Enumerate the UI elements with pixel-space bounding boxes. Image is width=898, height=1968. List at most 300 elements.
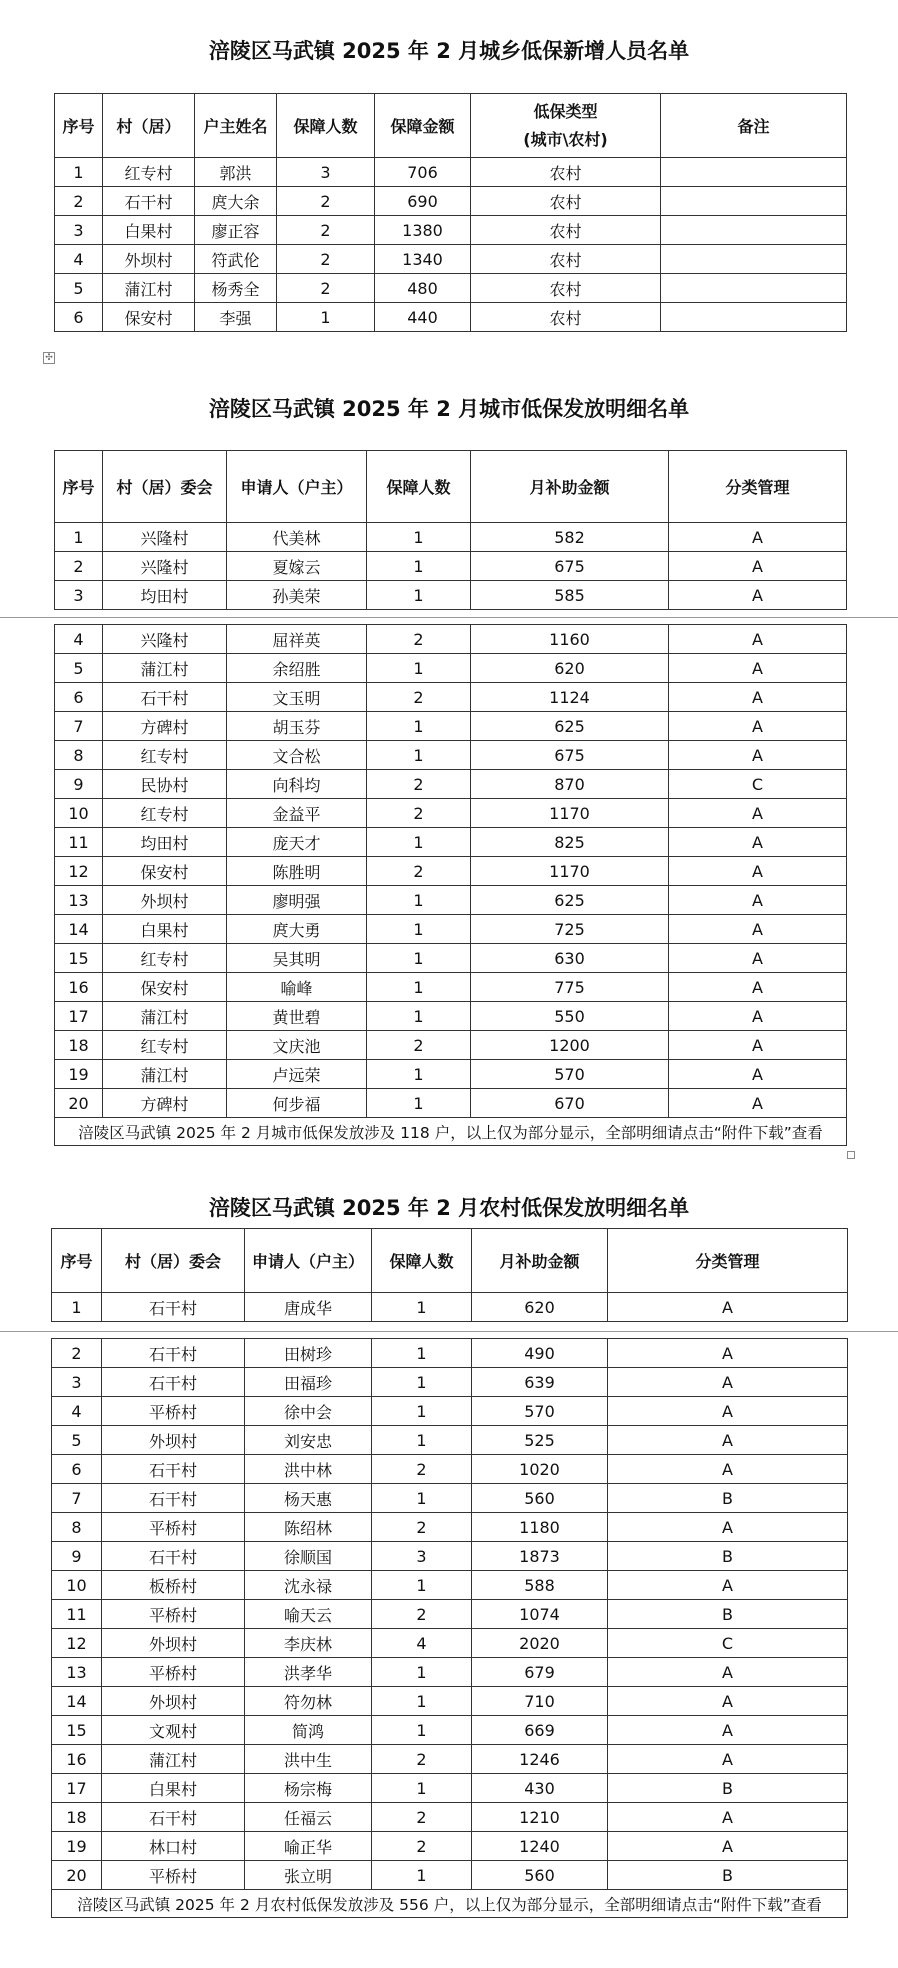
table-cell: 喻峰 bbox=[227, 973, 367, 1002]
table-cell: A bbox=[608, 1571, 848, 1600]
table-cell: 文玉明 bbox=[227, 683, 367, 712]
table-cell: 550 bbox=[471, 1002, 669, 1031]
table-cell: 1170 bbox=[471, 857, 669, 886]
table-cell: 林口村 bbox=[102, 1832, 245, 1861]
table-cell: 石干村 bbox=[103, 683, 227, 712]
table-cell: 2 bbox=[277, 274, 375, 303]
table-cell: 兴隆村 bbox=[103, 552, 227, 581]
table-cell: 张立明 bbox=[245, 1861, 372, 1890]
table-cell: A bbox=[608, 1426, 848, 1455]
table-row bbox=[52, 1774, 848, 1803]
table-cell: A bbox=[669, 915, 847, 944]
table-cell: 田福珍 bbox=[245, 1368, 372, 1397]
rural-table-part2 bbox=[51, 1338, 848, 1918]
table-cell: 4 bbox=[55, 625, 103, 654]
table-cell: 13 bbox=[52, 1658, 102, 1687]
urban-list-title: 涪陵区马武镇 2025 年 2 月城市低保发放明细名单 bbox=[208, 397, 690, 421]
table-cell: 2 bbox=[372, 1745, 472, 1774]
table-cell: 蒲江村 bbox=[103, 274, 195, 303]
table-cell: 10 bbox=[55, 799, 103, 828]
col-header-committee: 村（居）委会 bbox=[102, 1229, 245, 1293]
col-header-persons: 保障人数 bbox=[277, 94, 375, 158]
table-row bbox=[52, 1600, 848, 1629]
table-cell: 金益平 bbox=[227, 799, 367, 828]
table-row bbox=[52, 1745, 848, 1774]
table-cell: 775 bbox=[471, 973, 669, 1002]
table-cell: 625 bbox=[471, 886, 669, 915]
table-cell: A bbox=[608, 1513, 848, 1542]
table-cell: 红专村 bbox=[103, 944, 227, 973]
table-row bbox=[52, 1368, 848, 1397]
table-cell: 620 bbox=[471, 654, 669, 683]
table-cell: A bbox=[608, 1716, 848, 1745]
table-cell bbox=[661, 303, 847, 332]
table-row bbox=[52, 1484, 848, 1513]
table-cell: 外坝村 bbox=[102, 1687, 245, 1716]
table-cell: A bbox=[669, 799, 847, 828]
table-cell: 郭洪 bbox=[195, 158, 277, 187]
table-row bbox=[55, 654, 847, 683]
new-members-table bbox=[54, 93, 847, 332]
table-cell: 文观村 bbox=[102, 1716, 245, 1745]
table-cell: 585 bbox=[471, 581, 669, 610]
table-cell: 孙美荣 bbox=[227, 581, 367, 610]
table-cell: 1 bbox=[55, 523, 103, 552]
table-cell: 任福云 bbox=[245, 1803, 372, 1832]
table-cell: A bbox=[669, 857, 847, 886]
table-cell: 1246 bbox=[472, 1745, 608, 1774]
col-header-amount: 保障金额 bbox=[375, 94, 471, 158]
table-cell: 2 bbox=[372, 1803, 472, 1832]
table-cell: A bbox=[608, 1397, 848, 1426]
table-cell: 农村 bbox=[471, 245, 661, 274]
table-cell: 外坝村 bbox=[103, 245, 195, 274]
col-header-persons: 保障人数 bbox=[372, 1229, 472, 1293]
table-cell: 1124 bbox=[471, 683, 669, 712]
table-cell: 1 bbox=[367, 973, 471, 1002]
table-row bbox=[52, 1455, 848, 1484]
col-header-applicant: 申请人（户主） bbox=[245, 1229, 372, 1293]
table-cell: 1 bbox=[367, 654, 471, 683]
table-cell: B bbox=[608, 1861, 848, 1890]
table-cell: 525 bbox=[472, 1426, 608, 1455]
urban-summary-note: 涪陵区马武镇 2025 年 2 月城市低保发放涉及 118 户，以上仅为部分显示，全部明细请点击“附件下载”查看 bbox=[55, 1118, 847, 1146]
table-cell: 639 bbox=[472, 1368, 608, 1397]
table-row bbox=[55, 552, 847, 581]
col-header-monthly-amount: 月补助金额 bbox=[472, 1229, 608, 1293]
table-cell: 9 bbox=[52, 1542, 102, 1571]
table-cell: 外坝村 bbox=[103, 886, 227, 915]
table-cell: 2 bbox=[55, 187, 103, 216]
table-row bbox=[55, 973, 847, 1002]
table-cell: 825 bbox=[471, 828, 669, 857]
table-row bbox=[52, 1687, 848, 1716]
summary-row bbox=[55, 1118, 847, 1146]
table-cell: 440 bbox=[375, 303, 471, 332]
table-cell: 白果村 bbox=[102, 1774, 245, 1803]
table-row bbox=[55, 274, 847, 303]
table-cell: A bbox=[608, 1803, 848, 1832]
table-cell: 沈永禄 bbox=[245, 1571, 372, 1600]
table-cell: 14 bbox=[52, 1687, 102, 1716]
table-row bbox=[55, 799, 847, 828]
table-cell: 农村 bbox=[471, 274, 661, 303]
table-cell: 平桥村 bbox=[102, 1600, 245, 1629]
table-row bbox=[52, 1426, 848, 1455]
table-cell: 15 bbox=[52, 1716, 102, 1745]
move-handle-icon[interactable]: ✣ bbox=[43, 352, 55, 364]
table-row bbox=[55, 625, 847, 654]
table-cell: A bbox=[669, 973, 847, 1002]
table-cell: 1873 bbox=[472, 1542, 608, 1571]
table-cell: 2 bbox=[372, 1832, 472, 1861]
table-cell: 石干村 bbox=[102, 1455, 245, 1484]
table-cell: 2 bbox=[367, 1031, 471, 1060]
table-row bbox=[55, 187, 847, 216]
table-cell: 红专村 bbox=[103, 1031, 227, 1060]
table-cell: 480 bbox=[375, 274, 471, 303]
table-cell: 2 bbox=[367, 683, 471, 712]
table-row bbox=[52, 1571, 848, 1600]
table-cell: 1200 bbox=[471, 1031, 669, 1060]
rural-list-title: 涪陵区马武镇 2025 年 2 月农村低保发放明细名单 bbox=[208, 1196, 690, 1220]
table-cell: 2 bbox=[367, 799, 471, 828]
table-cell: 670 bbox=[471, 1089, 669, 1118]
table-cell: A bbox=[669, 625, 847, 654]
table-cell: 620 bbox=[472, 1293, 608, 1322]
table-cell: 7 bbox=[52, 1484, 102, 1513]
table-cell: A bbox=[669, 741, 847, 770]
table-cell: 675 bbox=[471, 552, 669, 581]
table-cell: 8 bbox=[55, 741, 103, 770]
table-cell: 白果村 bbox=[103, 216, 195, 245]
table-cell: 582 bbox=[471, 523, 669, 552]
table-cell: A bbox=[608, 1832, 848, 1861]
table-cell: 3 bbox=[55, 581, 103, 610]
table-cell: 杨天惠 bbox=[245, 1484, 372, 1513]
table-cell: 夏嫁云 bbox=[227, 552, 367, 581]
table-row bbox=[52, 1397, 848, 1426]
table-cell: 石干村 bbox=[102, 1542, 245, 1571]
table-cell: 平桥村 bbox=[102, 1861, 245, 1890]
table-cell: 725 bbox=[471, 915, 669, 944]
table-cell: 1210 bbox=[472, 1803, 608, 1832]
table-cell: 4 bbox=[372, 1629, 472, 1658]
table-cell: 1 bbox=[372, 1861, 472, 1890]
table-cell: 兴隆村 bbox=[103, 625, 227, 654]
table-cell: 均田村 bbox=[103, 581, 227, 610]
table-cell: 简鸿 bbox=[245, 1716, 372, 1745]
table-row bbox=[55, 1002, 847, 1031]
table-cell: A bbox=[608, 1745, 848, 1774]
table-cell: A bbox=[669, 581, 847, 610]
table-cell: 符勿林 bbox=[245, 1687, 372, 1716]
table-cell: 兴隆村 bbox=[103, 523, 227, 552]
table-row bbox=[55, 683, 847, 712]
table-row bbox=[52, 1658, 848, 1687]
table-cell: 白果村 bbox=[103, 915, 227, 944]
table-cell: 1020 bbox=[472, 1455, 608, 1484]
table-cell: 2 bbox=[367, 770, 471, 799]
table-cell: 5 bbox=[55, 654, 103, 683]
table-row bbox=[55, 886, 847, 915]
table-cell: 1074 bbox=[472, 1600, 608, 1629]
col-header-committee: 村（居）委会 bbox=[103, 451, 227, 523]
table-cell: 3 bbox=[277, 158, 375, 187]
table-cell: 2 bbox=[367, 625, 471, 654]
table-cell: 679 bbox=[472, 1658, 608, 1687]
table-cell: 徐顺国 bbox=[245, 1542, 372, 1571]
table-cell: 1 bbox=[367, 712, 471, 741]
table-cell: 1 bbox=[372, 1339, 472, 1368]
table-cell: 红专村 bbox=[103, 741, 227, 770]
table-cell: 3 bbox=[55, 216, 103, 245]
table-cell: 9 bbox=[55, 770, 103, 799]
table-row bbox=[52, 1629, 848, 1658]
urban-table-part1 bbox=[54, 450, 847, 610]
table-row bbox=[55, 581, 847, 610]
table-resize-handle[interactable] bbox=[847, 1151, 855, 1159]
table-cell: 屈祥英 bbox=[227, 625, 367, 654]
table-cell: 8 bbox=[52, 1513, 102, 1542]
table-cell: 李庆林 bbox=[245, 1629, 372, 1658]
table-cell: 710 bbox=[472, 1687, 608, 1716]
table-cell: 蒲江村 bbox=[103, 1060, 227, 1089]
table-cell: 1 bbox=[55, 158, 103, 187]
table-cell: 洪中生 bbox=[245, 1745, 372, 1774]
table-cell: 16 bbox=[55, 973, 103, 1002]
table-cell: 560 bbox=[472, 1484, 608, 1513]
rural-table-part1 bbox=[51, 1228, 848, 1322]
table-cell: 870 bbox=[471, 770, 669, 799]
table-cell: 方碑村 bbox=[103, 1089, 227, 1118]
table-cell: 2 bbox=[367, 857, 471, 886]
table-cell: 李强 bbox=[195, 303, 277, 332]
table-cell: 19 bbox=[55, 1060, 103, 1089]
table-cell: 3 bbox=[52, 1368, 102, 1397]
table-cell: 11 bbox=[55, 828, 103, 857]
col-header-monthly-amount: 月补助金额 bbox=[471, 451, 669, 523]
table-cell: A bbox=[608, 1368, 848, 1397]
table-row bbox=[55, 523, 847, 552]
table-cell: A bbox=[669, 523, 847, 552]
table-cell: 符武伦 bbox=[195, 245, 277, 274]
table-cell: 洪孝华 bbox=[245, 1658, 372, 1687]
table-cell: C bbox=[669, 770, 847, 799]
table-cell: 570 bbox=[472, 1397, 608, 1426]
table-cell: 6 bbox=[55, 303, 103, 332]
table-cell: 1 bbox=[372, 1293, 472, 1322]
table-cell: A bbox=[669, 1060, 847, 1089]
table-cell: 625 bbox=[471, 712, 669, 741]
table-cell: 588 bbox=[472, 1571, 608, 1600]
page-break-line bbox=[0, 1331, 898, 1332]
table-cell: 17 bbox=[55, 1002, 103, 1031]
table-cell: A bbox=[669, 683, 847, 712]
table-cell: 1 bbox=[52, 1293, 102, 1322]
table-cell: 蒲江村 bbox=[103, 1002, 227, 1031]
table-cell: A bbox=[669, 712, 847, 741]
table-cell: 2020 bbox=[472, 1629, 608, 1658]
table-cell: 490 bbox=[472, 1339, 608, 1368]
table-row bbox=[55, 158, 847, 187]
table-header-row bbox=[52, 1229, 848, 1293]
table-cell: 石干村 bbox=[102, 1484, 245, 1513]
table-cell: 1 bbox=[367, 915, 471, 944]
table-cell: 1 bbox=[372, 1426, 472, 1455]
table-cell: 1 bbox=[372, 1716, 472, 1745]
table-cell: 20 bbox=[52, 1861, 102, 1890]
table-cell: 2 bbox=[372, 1455, 472, 1484]
table-cell: 2 bbox=[55, 552, 103, 581]
table-cell: 平桥村 bbox=[102, 1397, 245, 1426]
table-cell: 吴其明 bbox=[227, 944, 367, 973]
table-cell: 廖正容 bbox=[195, 216, 277, 245]
table-cell: 12 bbox=[52, 1629, 102, 1658]
col-header-persons: 保障人数 bbox=[367, 451, 471, 523]
table-cell: 19 bbox=[52, 1832, 102, 1861]
table-cell: 石干村 bbox=[103, 187, 195, 216]
table-cell: 1 bbox=[372, 1368, 472, 1397]
col-header-index: 序号 bbox=[55, 94, 103, 158]
table-cell: 民协村 bbox=[103, 770, 227, 799]
table-cell: 保安村 bbox=[103, 303, 195, 332]
table-cell: 红专村 bbox=[103, 158, 195, 187]
table-cell: 1 bbox=[372, 1484, 472, 1513]
table-cell: 1 bbox=[367, 828, 471, 857]
table-row bbox=[55, 712, 847, 741]
table-cell: 洪中林 bbox=[245, 1455, 372, 1484]
table-cell: A bbox=[608, 1455, 848, 1484]
col-header-applicant: 申请人（户主） bbox=[227, 451, 367, 523]
table-row bbox=[52, 1803, 848, 1832]
table-cell: 板桥村 bbox=[102, 1571, 245, 1600]
table-cell: 庞天才 bbox=[227, 828, 367, 857]
table-cell: 方碑村 bbox=[103, 712, 227, 741]
table-cell: 1 bbox=[277, 303, 375, 332]
table-cell: 1 bbox=[372, 1571, 472, 1600]
table-cell: 18 bbox=[55, 1031, 103, 1060]
table-cell: 石干村 bbox=[102, 1293, 245, 1322]
table-row bbox=[55, 216, 847, 245]
table-cell: 农村 bbox=[471, 158, 661, 187]
col-header-householder: 户主姓名 bbox=[195, 94, 277, 158]
rural-summary-note: 涪陵区马武镇 2025 年 2 月农村低保发放涉及 556 户，以上仅为部分显示，全部明细请点击“附件下载”查看 bbox=[52, 1890, 848, 1918]
table-cell: 农村 bbox=[471, 303, 661, 332]
table-cell: 黄世碧 bbox=[227, 1002, 367, 1031]
table-cell: 1380 bbox=[375, 216, 471, 245]
table-cell: 6 bbox=[55, 683, 103, 712]
table-cell: 13 bbox=[55, 886, 103, 915]
table-cell: 农村 bbox=[471, 187, 661, 216]
table-cell: 14 bbox=[55, 915, 103, 944]
table-cell: 1 bbox=[372, 1774, 472, 1803]
table-cell: 均田村 bbox=[103, 828, 227, 857]
col-header-category: 分类管理 bbox=[608, 1229, 848, 1293]
table-row bbox=[55, 770, 847, 799]
table-cell: 杨秀全 bbox=[195, 274, 277, 303]
table-row bbox=[55, 1031, 847, 1060]
table-cell: 1 bbox=[367, 581, 471, 610]
table-cell: 保安村 bbox=[103, 973, 227, 1002]
table-cell: A bbox=[669, 654, 847, 683]
table-cell: 706 bbox=[375, 158, 471, 187]
table-cell: 2 bbox=[277, 216, 375, 245]
table-cell: 16 bbox=[52, 1745, 102, 1774]
table-cell: 廖明强 bbox=[227, 886, 367, 915]
table-cell: B bbox=[608, 1484, 848, 1513]
table-cell: 石干村 bbox=[102, 1803, 245, 1832]
table-cell: 2 bbox=[277, 245, 375, 274]
table-cell: 20 bbox=[55, 1089, 103, 1118]
table-cell: 11 bbox=[52, 1600, 102, 1629]
table-cell: 红专村 bbox=[103, 799, 227, 828]
table-cell: A bbox=[669, 828, 847, 857]
table-cell: 1 bbox=[367, 1060, 471, 1089]
table-cell: 3 bbox=[372, 1542, 472, 1571]
table-cell: B bbox=[608, 1774, 848, 1803]
urban-table-part2 bbox=[54, 624, 847, 1146]
table-cell: 1 bbox=[372, 1687, 472, 1716]
table-cell: 630 bbox=[471, 944, 669, 973]
table-header-row bbox=[55, 94, 847, 158]
table-cell: C bbox=[608, 1629, 848, 1658]
table-row bbox=[55, 828, 847, 857]
table-cell: 唐成华 bbox=[245, 1293, 372, 1322]
col-header-type-sub: (城市\农村) bbox=[523, 129, 608, 149]
new-members-title: 涪陵区马武镇 2025 年 2 月城乡低保新增人员名单 bbox=[208, 39, 690, 63]
table-row bbox=[52, 1542, 848, 1571]
table-cell bbox=[661, 216, 847, 245]
table-row bbox=[55, 1089, 847, 1118]
table-cell: A bbox=[669, 944, 847, 973]
table-cell: 1 bbox=[367, 1089, 471, 1118]
table-row bbox=[52, 1293, 848, 1322]
table-cell: 文庆池 bbox=[227, 1031, 367, 1060]
table-cell: 杨宗梅 bbox=[245, 1774, 372, 1803]
table-cell: B bbox=[608, 1542, 848, 1571]
table-row bbox=[55, 944, 847, 973]
table-cell: A bbox=[608, 1293, 848, 1322]
table-cell: 2 bbox=[372, 1513, 472, 1542]
table-cell: 庹大勇 bbox=[227, 915, 367, 944]
table-cell: 刘安忠 bbox=[245, 1426, 372, 1455]
col-header-remarks: 备注 bbox=[661, 94, 847, 158]
table-cell: 4 bbox=[52, 1397, 102, 1426]
table-cell: 石干村 bbox=[102, 1339, 245, 1368]
table-cell: 1340 bbox=[375, 245, 471, 274]
table-cell: 430 bbox=[472, 1774, 608, 1803]
table-cell: 669 bbox=[472, 1716, 608, 1745]
table-row bbox=[55, 741, 847, 770]
col-header-index: 序号 bbox=[52, 1229, 102, 1293]
table-cell: 1240 bbox=[472, 1832, 608, 1861]
table-cell: A bbox=[608, 1658, 848, 1687]
table-cell: 平桥村 bbox=[102, 1513, 245, 1542]
table-row bbox=[55, 915, 847, 944]
col-header-village: 村（居） bbox=[103, 94, 195, 158]
table-cell: 4 bbox=[55, 245, 103, 274]
table-cell bbox=[661, 158, 847, 187]
table-cell: 蒲江村 bbox=[103, 654, 227, 683]
col-header-category: 分类管理 bbox=[669, 451, 847, 523]
table-cell: 1160 bbox=[471, 625, 669, 654]
table-cell: A bbox=[608, 1687, 848, 1716]
table-cell: 6 bbox=[52, 1455, 102, 1484]
table-cell: 文合松 bbox=[227, 741, 367, 770]
table-cell bbox=[661, 274, 847, 303]
table-cell: A bbox=[669, 886, 847, 915]
